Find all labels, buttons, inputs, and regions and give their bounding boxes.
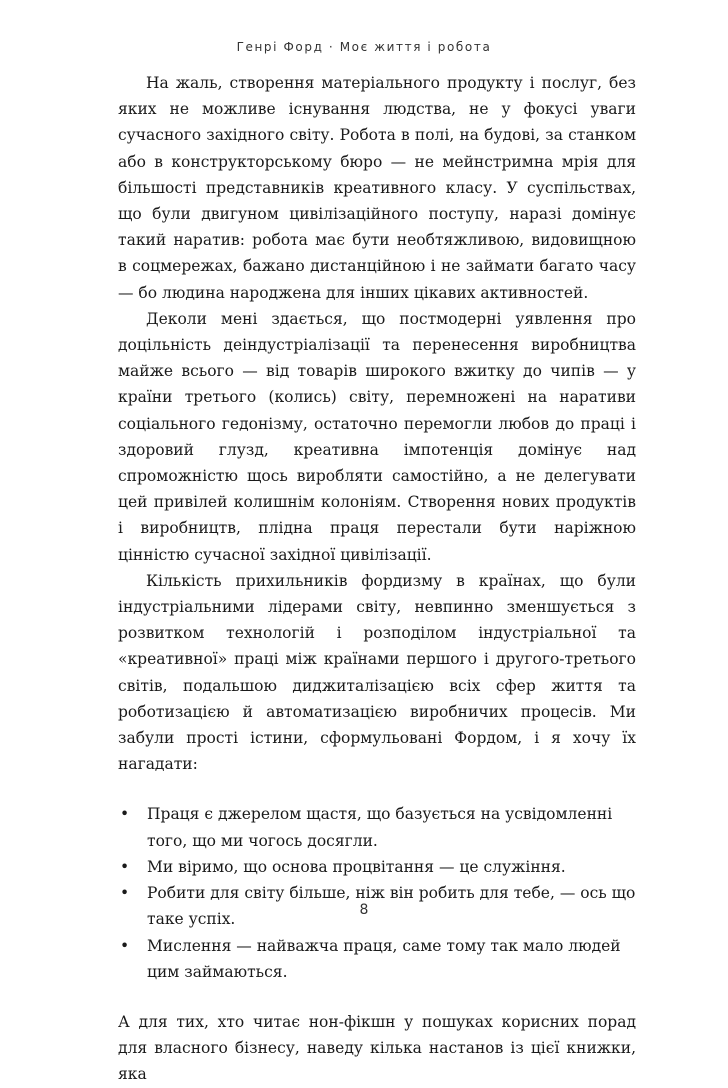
- paragraph: На жаль, створення матеріального продукту і послуг, без яких не можливе існування людства, не у фокусі уваги сучасного західного світу. Робота в полі, на будові, за станком або в конструкторському бюро — не мейнстримна мрія для більшості представників креативного класу. У суспільствах, що були двигуном цивілізаційного поступу, наразі домінує такий наратив: робота має бути необтяжливою, видовищною в соцмережах, бажано дистанційною і не займати багато часу — бо людина народжена для інших цікавих активностей.: [118, 74, 636, 302]
- running-header: Генрі Форд · Моє життя і робота: [236, 40, 492, 54]
- page-body: [118, 70, 636, 1088]
- page-number: 8: [359, 902, 369, 918]
- list-item: [118, 933, 636, 985]
- list-item-text: Мислення — найважча праця, саме тому так мало людей цим займаються.: [147, 936, 621, 981]
- paragraph: Кількість прихильників фордизму в країнах, що були індустріальними лідерами світу, невпинно зменшується з розвитком технологій і розподілом індустріальної та «креативної» праці між країнами першого і другого-третього світів, подальшою диджиталізацією всіх сфер життя та роботизацією й автоматизацією виробничих процесів. Ми забули прості істини, сформульовані Фордом, і я хочу їх нагадати:: [118, 571, 636, 774]
- list-item-text: Праця є джерелом щастя, що базується на усвідомленні того, що ми чогось досягли.: [147, 805, 613, 850]
- bullet-icon: •: [120, 805, 130, 824]
- bullet-icon: •: [120, 857, 130, 876]
- list-item: [118, 854, 636, 880]
- bullet-icon: •: [120, 936, 130, 955]
- list-item-text: Ми віримо, що основа процвітання — це служіння.: [147, 857, 566, 876]
- quote-list: [118, 801, 636, 984]
- bullet-icon: •: [120, 884, 130, 903]
- closing-paragraph: А для тих, хто читає нон-фікшн у пошуках корисних порад для власного бізнесу, наведу кілька настанов із цієї книжки, яка: [118, 1012, 636, 1084]
- list-item-text: Робити для світу більше, ніж він робить для тебе, — ось що таке успіх.: [147, 884, 636, 929]
- list-item: [118, 801, 636, 853]
- paragraph: Деколи мені здається, що постмодерні уявлення про доцільність деіндустріалізації та перенесення виробництва майже всього — від товарів широкого вжитку до чипів — у країни третього (колись) світу, перемножені на наративи соціального гедонізму, остаточно перемогли любов до праці і здоровий глузд, креативна імпотенція домінує над спроможністю щось виробляти самостійно, а не делегувати цей привілей колишнім колоніям. Створення нових продуктів і виробництв, плідна праця перестали бути наріжною цінністю сучасної західної цивілізації.: [118, 309, 636, 564]
